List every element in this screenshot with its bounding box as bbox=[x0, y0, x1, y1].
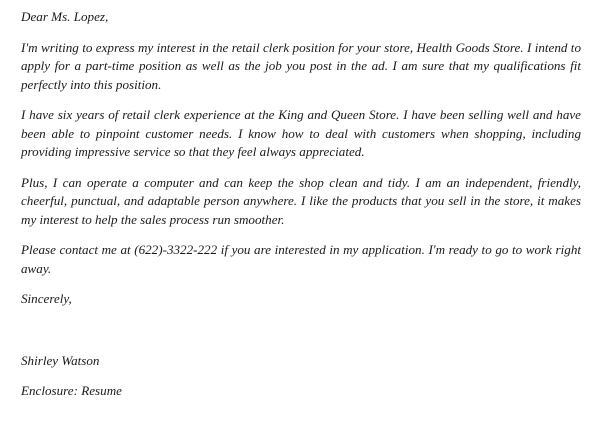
paragraph-skills: Plus, I can operate a computer and can keep the shop clean and tidy. I am an independent, friendly, cheerful, punctual, and adaptable person anywhere. I like the products that you sell in the store, it makes my interest to help the sales process run smoother. bbox=[21, 174, 581, 227]
paragraph-intro: I'm writing to express my interest in the retail clerk position for your store, Health Goods Store. I intend to apply for a part-time position as well as the job you post in the ad. I am sure that my qualifications fit perfectly into this position. bbox=[21, 39, 581, 92]
closing: Sincerely, bbox=[21, 291, 72, 306]
enclosure-note: Enclosure: Resume bbox=[21, 383, 122, 398]
paragraph-contact: Please contact me at (622)-3322-222 if you are interested in my application. I'm ready to go to work right away. bbox=[21, 242, 581, 276]
paragraph-experience: I have six years of retail clerk experience at the King and Queen Store. I have been selling well and have been able to pinpoint customer needs. I know how to deal with customers when shopping, including providing impressive service so that they feel always appreciated. bbox=[21, 107, 581, 159]
cover-letter bbox=[21, 8, 581, 401]
salutation: Dear Ms. Lopez, bbox=[21, 9, 109, 24]
signature-name: Shirley Watson bbox=[21, 352, 100, 368]
